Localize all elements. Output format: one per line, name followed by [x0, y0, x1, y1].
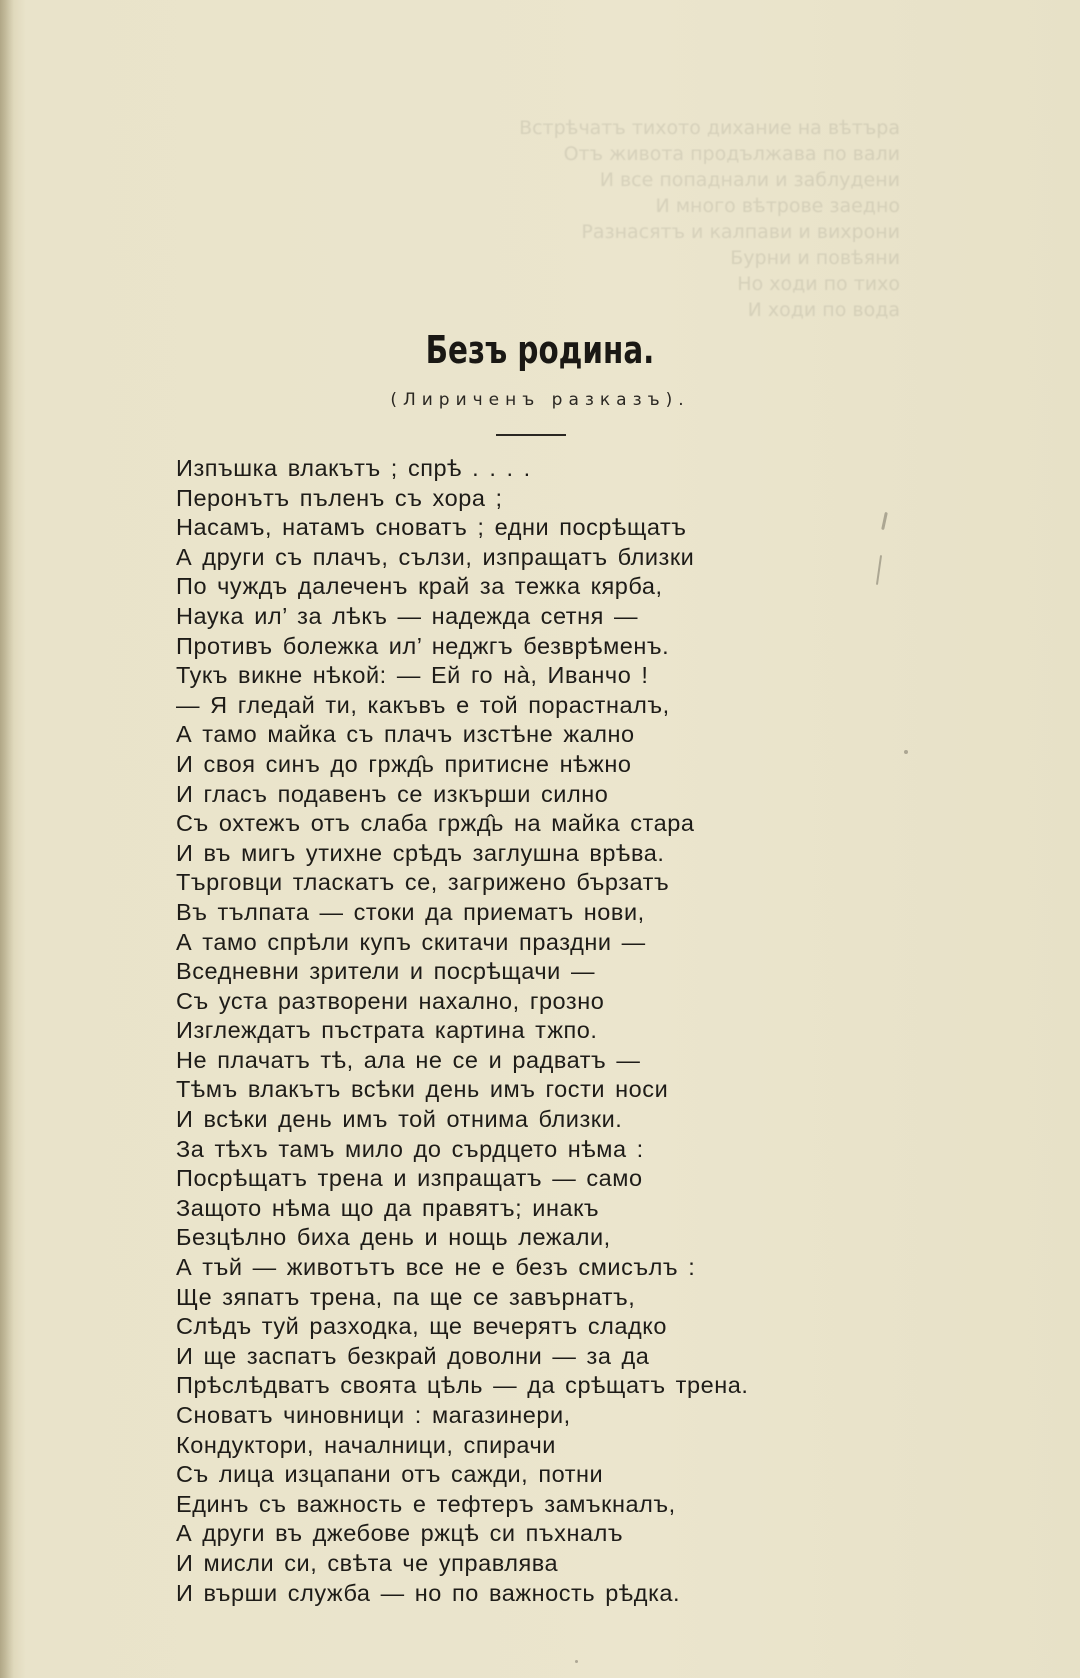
poem-line: Ще зяпатъ трена, па ще се завърнатъ,	[176, 1283, 636, 1310]
poem-line: И мисли си, свѣта че управлява	[176, 1549, 559, 1576]
poem-line: Вседневни зрители и посрѣщачи —	[176, 958, 595, 985]
poem-line: За тѣхъ тамъ мило до сърдцето нѣма :	[176, 1135, 644, 1162]
poem-line: И своя синъ до гржд̂ь притисне нѣжно	[176, 750, 632, 777]
bleed-line: Встрѣчатъ тихото дихание на вѣтъра	[519, 117, 900, 139]
poem-line: Прѣслѣдватъ своята цѣль — да срѣщатъ трена.	[176, 1372, 749, 1399]
poem-line: И върши служба — но по важность рѣдка.	[176, 1579, 681, 1606]
poem-line: И ще заспатъ безкрай доволни — за да	[176, 1342, 650, 1369]
bleed-line: Но ходи по тихо	[737, 273, 900, 295]
poem-line: Тѣмъ влакътъ всѣки день имъ гости носи	[176, 1076, 669, 1103]
poem-line: Не плачатъ тѣ, ала не се и радватъ —	[176, 1046, 641, 1073]
poem-line: А други въ джебове ржцѣ си пъхналъ	[176, 1520, 624, 1547]
poem-line: А други съ плачъ, сълзи, изпращатъ близки	[176, 543, 695, 570]
poem-subtitle: (Лириченъ разказъ).	[390, 390, 690, 410]
poem-line: Изглеждатъ пъстрата картина тжпо.	[176, 1017, 598, 1044]
paper-speck	[904, 750, 908, 754]
poem-line: Безцѣлно биха день и нощь лежали,	[176, 1224, 611, 1251]
poem-line: Съ уста разтворени нахално, грозно	[176, 987, 605, 1014]
poem-line: Въ тълпата — стоки да приематъ нови,	[176, 898, 645, 925]
poem-body	[176, 454, 1076, 1608]
poem-line: Кондуктори, началници, спирачи	[176, 1431, 556, 1458]
poem-line: И въ мигъ утихне срѣдъ заглушна врѣва.	[176, 839, 665, 866]
poem-line: Съ охтежъ отъ слаба гржд̂ь на майка стара	[176, 810, 695, 837]
poem-line: Търговци тласкатъ се, загрижено бързатъ	[176, 869, 670, 896]
poem-line: А тамо спрѣли купъ скитачи праздни —	[176, 928, 646, 955]
poem-line: А тъй — животътъ все не е безъ смисълъ :	[176, 1254, 696, 1281]
poem-line: — Я гледай ти, какъвъ е той порастналъ,	[176, 691, 670, 718]
poem-line: Тукъ викне нѣкой: — Ей го нà, Иванчо !	[176, 662, 649, 689]
poem-line: Слѣдъ туй разходка, ще вечерятъ сладко	[176, 1313, 668, 1340]
poem-line: Противъ болежка ил’ неджгъ безврѣменъ.	[176, 632, 670, 659]
page-binding-shadow	[0, 0, 14, 1678]
bleed-through-text	[300, 115, 900, 335]
bleed-line: И все попаднали и заблудени	[599, 169, 900, 191]
title-divider	[496, 434, 566, 436]
poem-line: Изпъшка влакътъ ; спрѣ . . . .	[176, 455, 531, 481]
poem-title: Безъ родина.	[425, 328, 655, 372]
poem-line: Единъ съ важность е тефтеръ замъкналъ,	[176, 1490, 676, 1517]
poem-line: Наука ил’ за лѣкъ — надежда сетня —	[176, 602, 639, 629]
poem-line: А тамо майка съ плачъ изстѣне жално	[176, 721, 635, 748]
bleed-line: И много вѣтрове заедно	[655, 195, 900, 217]
bleed-line: Отъ живота продължава по вали	[563, 143, 900, 165]
poem-line: Сноватъ чиновници : магазинери,	[176, 1402, 571, 1428]
bleed-line: И ходи по вода	[747, 299, 900, 321]
bleed-line: Бурни и повѣяни	[730, 247, 900, 269]
poem-line: По чуждъ далеченъ край за тежка кярба,	[176, 573, 663, 600]
paper-speck	[575, 1660, 578, 1663]
poem-line: И гласъ подавенъ се изкърши силно	[176, 780, 609, 807]
poem-line: Насамъ, натамъ сноватъ ; едни посрѣщатъ	[176, 514, 687, 541]
bleed-line: Разнасятъ и калпави и вихрони	[581, 221, 900, 243]
poem-line: Перонътъ пъленъ съ хора ;	[176, 484, 503, 511]
poem-line: Посрѣщатъ трена и изпращатъ — само	[176, 1165, 643, 1192]
poem-line: Защото нѣма що да правятъ; инакъ	[176, 1194, 600, 1221]
poem-line: Съ лица изцапани отъ сажди, потни	[176, 1461, 604, 1488]
poem-line: И всѣки день имъ той отнима близки.	[176, 1106, 623, 1133]
